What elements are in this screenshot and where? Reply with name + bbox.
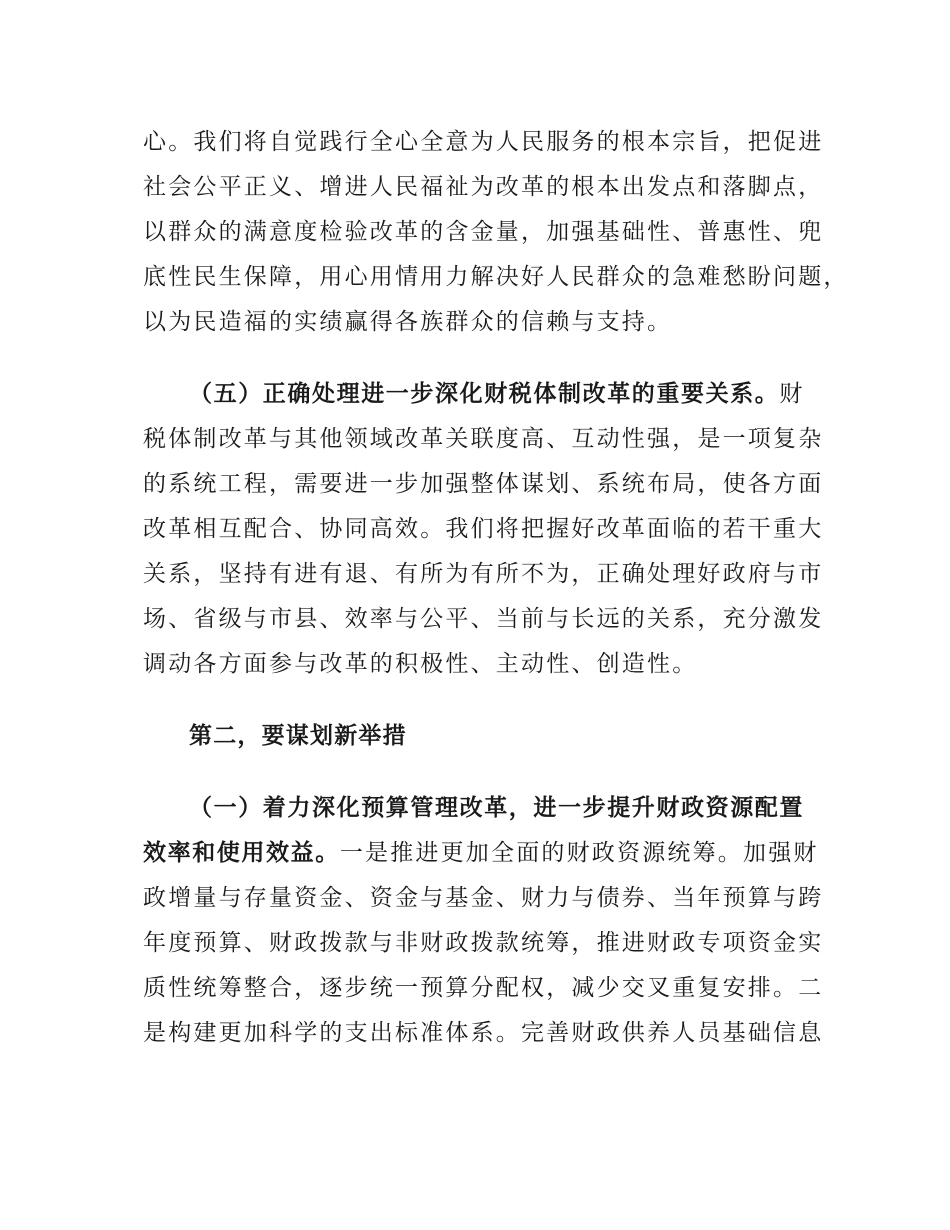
- text-line: 调动各方面参与改革的积极性、主动性、创造性。: [143, 651, 698, 677]
- text-line: 以为民造福的实绩赢得各族群众的信赖与支持。: [143, 309, 673, 335]
- text-run: 一是推进更加全面的财政资源统筹。加强财: [339, 840, 819, 866]
- text-line: 的系统工程，需要进一步加强整体谋划、系统布局，使各方面: [143, 471, 824, 497]
- text-line: [143, 372, 813, 417]
- paragraph-2: [143, 372, 824, 687]
- text-line: 税体制改革与其他领域改革关联度高、互动性强，是一项复杂: [143, 426, 824, 452]
- paragraph-1: [143, 120, 849, 345]
- text-line: 政增量与存量资金、资金与基金、财力与债券、当年预算与跨: [143, 885, 824, 911]
- paragraph-heading: 效率和使用效益。: [143, 840, 340, 866]
- paragraph-heading: （一）着力深化预算管理改革，进一步提升财政资源配置: [189, 795, 804, 821]
- document-page: [143, 120, 849, 1056]
- section-heading-text: 第二，要谋划新举措: [189, 723, 407, 749]
- paragraph-gap: [143, 345, 813, 372]
- text-line: 质性统筹整合，逐步统一预算分配权，减少交叉重复安排。二: [143, 975, 824, 1001]
- section-heading: [143, 714, 813, 759]
- text-line: [143, 786, 813, 831]
- text-line: 社会公平正义、增进人民福祉为改革的根本出发点和落脚点，: [143, 174, 824, 200]
- text-line: 关系，坚持有进有退、有所为有所不为，正确处理好政府与市: [143, 561, 824, 587]
- paragraph-gap: [143, 759, 813, 786]
- paragraph-3: [143, 786, 824, 1056]
- text-line: 年度预算、财政拨款与非财政拨款统筹，推进财政专项资金实: [143, 930, 824, 956]
- text-line: 改革相互配合、协同高效。我们将把握好改革面临的若干重大: [143, 516, 824, 542]
- text-line: 以群众的满意度检验改革的含金量，加强基础性、普惠性、兜: [143, 219, 824, 245]
- text-line: 是构建更加科学的支出标准体系。完善财政供养人员基础信息: [143, 1020, 824, 1046]
- text-line: 场、省级与市县、效率与公平、当前与长远的关系，充分激发: [143, 606, 824, 632]
- text-line: 底性民生保障，用心用情用力解决好人民群众的急难愁盼问题，: [143, 264, 849, 290]
- text-line: 心。我们将自觉践行全心全意为人民服务的根本宗旨，把促进: [143, 129, 824, 155]
- paragraph-heading: （五）正确处理进一步深化财税体制改革的重要关系。: [189, 381, 780, 407]
- text-line: [143, 831, 819, 876]
- paragraph-gap: [143, 687, 813, 714]
- text-run: 财: [779, 381, 805, 407]
